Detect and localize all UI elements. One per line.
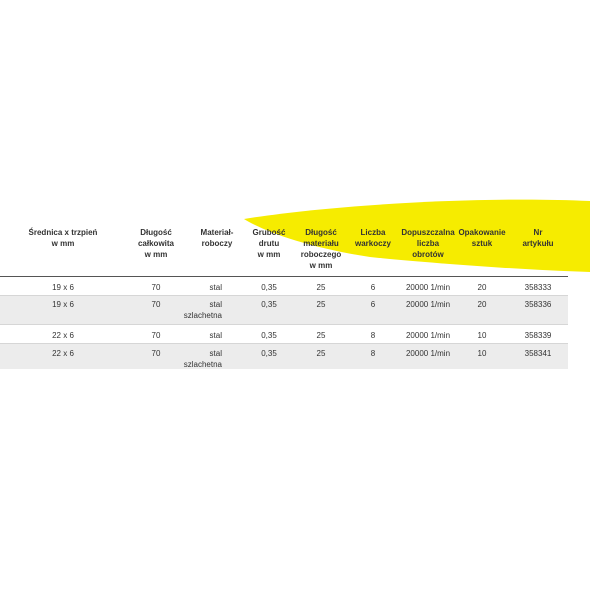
header-diameter-line-2: w mm [51, 239, 75, 248]
cell-wire: 0,35 [261, 349, 277, 358]
header-braids-line-1: Liczba [360, 228, 386, 237]
cell-pack: 20 [477, 300, 487, 309]
cell-braids: 8 [370, 349, 376, 358]
cell-length: 70 [151, 283, 161, 292]
header-material-line-1: Materiał- [200, 228, 234, 237]
cell-rpm: 20000 1/min [405, 300, 451, 309]
header-braids [350, 227, 396, 249]
cell-article: 358333 [524, 283, 552, 292]
cell-work-length: 25 [316, 283, 326, 292]
header-length-line-3: w mm [144, 250, 168, 259]
header-length [126, 227, 186, 260]
header-pack [454, 227, 510, 249]
cell-pack: 10 [477, 331, 487, 340]
header-material [192, 227, 242, 249]
header-rpm-line-2: liczba [416, 239, 440, 248]
cell-diameter: 19 x 6 [52, 300, 74, 309]
cell-diameter: 22 x 6 [52, 349, 74, 358]
cell-material [172, 299, 222, 321]
header-wire-thickness-line-3: w mm [257, 250, 281, 259]
cell-material [172, 330, 222, 341]
header-working-length-line-3: roboczego [300, 250, 342, 259]
header-article-line-1: Nr [533, 228, 543, 237]
cell-diameter: 22 x 6 [52, 331, 74, 340]
header-pack-line-2: sztuk [471, 239, 493, 248]
header-braids-line-2: warkoczy [354, 239, 392, 248]
cell-material [172, 348, 222, 370]
cell-diameter: 19 x 6 [52, 283, 74, 292]
header-rpm-line-1: Dopuszczalna [401, 228, 455, 237]
header-diameter [22, 227, 104, 249]
cell-material-line: stal [209, 331, 222, 340]
cell-material-line: szlachetna [183, 311, 222, 320]
header-length-line-1: Długość [140, 228, 172, 237]
cell-pack: 20 [477, 283, 487, 292]
header-working-length-line-1: Długość [305, 228, 337, 237]
cell-pack: 10 [477, 349, 487, 358]
cell-braids: 6 [370, 300, 376, 309]
cell-rpm: 20000 1/min [405, 349, 451, 358]
cell-article: 358341 [524, 349, 552, 358]
cell-wire: 0,35 [261, 331, 277, 340]
header-rpm [398, 227, 458, 260]
header-wire-thickness [246, 227, 292, 260]
cell-material [172, 282, 222, 293]
cell-rpm: 20000 1/min [405, 283, 451, 292]
header-working-length-line-2: materiału [303, 239, 339, 248]
cell-article: 358339 [524, 331, 552, 340]
header-rpm-line-3: obrotów [412, 250, 444, 259]
cell-length: 70 [151, 331, 161, 340]
cell-rpm: 20000 1/min [405, 331, 451, 340]
header-material-line-2: roboczy [201, 239, 233, 248]
header-wire-thickness-line-1: Grubość [252, 228, 286, 237]
header-rule [0, 276, 568, 277]
cell-braids: 6 [370, 283, 376, 292]
cell-wire: 0,35 [261, 300, 277, 309]
header-working-length [292, 227, 350, 271]
cell-work-length: 25 [316, 331, 326, 340]
header-article-line-2: artykułu [522, 239, 554, 248]
cell-work-length: 25 [316, 349, 326, 358]
cell-material-line: stal [209, 283, 222, 292]
cell-material-line: stal [209, 300, 222, 309]
header-pack-line-1: Opakowanie [458, 228, 506, 237]
cell-article: 358336 [524, 300, 552, 309]
cell-material-line: stal [209, 349, 222, 358]
header-wire-thickness-line-2: drutu [258, 239, 280, 248]
header-working-length-line-4: w mm [309, 261, 333, 270]
row-separator [0, 324, 568, 325]
cell-work-length: 25 [316, 300, 326, 309]
cell-material-line: szlachetna [183, 360, 222, 369]
cell-length: 70 [151, 300, 161, 309]
cell-wire: 0,35 [261, 283, 277, 292]
header-diameter-line-1: Średnica x trzpień [28, 228, 98, 237]
cell-length: 70 [151, 349, 161, 358]
header-article [510, 227, 566, 249]
cell-braids: 8 [370, 331, 376, 340]
header-length-line-2: całkowita [137, 239, 174, 248]
